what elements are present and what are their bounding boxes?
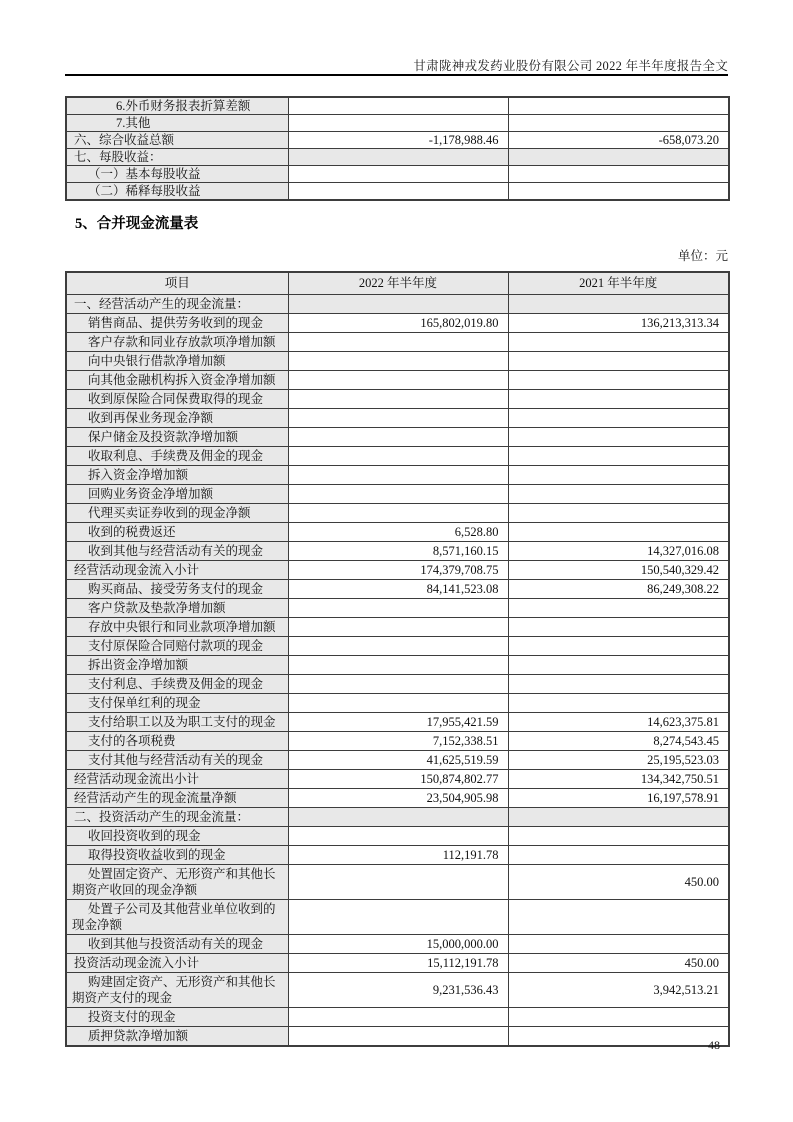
table-row xyxy=(66,295,729,314)
value-cell-2022 xyxy=(288,694,508,713)
value-cell-2021 xyxy=(508,485,729,504)
value-cell-2022: 84,141,523.08 xyxy=(288,580,508,599)
item-label-cell: 处置子公司及其他营业单位收到的现金净额 xyxy=(66,900,288,935)
header-rule xyxy=(65,74,728,76)
item-label-cell: 支付其他与经营活动有关的现金 xyxy=(66,751,288,770)
table-row xyxy=(66,900,729,935)
value-cell-2021: 86,249,308.22 xyxy=(508,580,729,599)
column-header-item: 项目 xyxy=(66,272,288,295)
value-cell-2021 xyxy=(508,599,729,618)
item-label-cell: 收到原保险合同保费取得的现金 xyxy=(66,390,288,409)
value-cell-2021: -658,073.20 xyxy=(508,132,729,149)
item-label-cell: 向中央银行借款净增加额 xyxy=(66,352,288,371)
value-cell-2022: 15,000,000.00 xyxy=(288,935,508,954)
value-cell-2022 xyxy=(288,618,508,637)
table-row xyxy=(66,973,729,1008)
value-cell-2021: 134,342,750.51 xyxy=(508,770,729,789)
table-row xyxy=(66,1008,729,1027)
item-label-cell: 向其他金融机构拆入资金净增加额 xyxy=(66,371,288,390)
table-row xyxy=(66,827,729,846)
table-row xyxy=(66,390,729,409)
table-header-row xyxy=(66,272,729,295)
item-label-cell: 收取利息、手续费及佣金的现金 xyxy=(66,447,288,466)
item-label-cell: 回购业务资金净增加额 xyxy=(66,485,288,504)
value-cell-2021: 16,197,578.91 xyxy=(508,789,729,808)
table-row xyxy=(66,618,729,637)
value-cell-2021 xyxy=(508,371,729,390)
item-label-cell: 代理买卖证券收到的现金净额 xyxy=(66,504,288,523)
value-cell-2021: 14,623,375.81 xyxy=(508,713,729,732)
value-cell-2021 xyxy=(508,618,729,637)
table-row xyxy=(66,409,729,428)
table-row xyxy=(66,504,729,523)
value-cell-2022 xyxy=(288,1008,508,1027)
item-label-cell: 投资支付的现金 xyxy=(66,1008,288,1027)
value-cell-2022 xyxy=(288,352,508,371)
item-label-cell: 拆入资金净增加额 xyxy=(66,466,288,485)
value-cell-2021 xyxy=(508,149,729,166)
value-cell-2021: 14,327,016.08 xyxy=(508,542,729,561)
item-label-cell: 购建固定资产、无形资产和其他长期资产支付的现金 xyxy=(66,973,288,1008)
table-row xyxy=(66,954,729,973)
value-cell-2021 xyxy=(508,827,729,846)
item-label-cell: 六、综合收益总额 xyxy=(66,132,288,149)
value-cell-2022: 165,802,019.80 xyxy=(288,314,508,333)
value-cell-2022 xyxy=(288,97,508,115)
value-cell-2021 xyxy=(508,183,729,201)
value-cell-2021 xyxy=(508,333,729,352)
value-cell-2022 xyxy=(288,166,508,183)
value-cell-2022 xyxy=(288,637,508,656)
value-cell-2021 xyxy=(508,637,729,656)
value-cell-2022: 7,152,338.51 xyxy=(288,732,508,751)
item-label-cell: 收到再保业务现金净额 xyxy=(66,409,288,428)
table-row xyxy=(66,846,729,865)
table-row xyxy=(66,523,729,542)
value-cell-2022: 23,504,905.98 xyxy=(288,789,508,808)
value-cell-2021 xyxy=(508,97,729,115)
item-label-cell: 销售商品、提供劳务收到的现金 xyxy=(66,314,288,333)
item-label-cell: 支付保单红利的现金 xyxy=(66,694,288,713)
table-row xyxy=(66,132,729,149)
value-cell-2022 xyxy=(288,865,508,900)
item-label-cell: 一、经营活动产生的现金流量： xyxy=(66,295,288,314)
value-cell-2021: 8,274,543.45 xyxy=(508,732,729,751)
table-row xyxy=(66,580,729,599)
value-cell-2021 xyxy=(508,900,729,935)
item-label-cell: 支付原保险合同赔付款项的现金 xyxy=(66,637,288,656)
table-row xyxy=(66,115,729,132)
page-number: 48 xyxy=(708,1038,720,1052)
table-row xyxy=(66,770,729,789)
value-cell-2022 xyxy=(288,295,508,314)
table-row xyxy=(66,485,729,504)
value-cell-2022: 9,231,536.43 xyxy=(288,973,508,1008)
table-row xyxy=(66,183,729,201)
item-label-cell: 处置固定资产、无形资产和其他长期资产收回的现金净额 xyxy=(66,865,288,900)
value-cell-2022 xyxy=(288,115,508,132)
value-cell-2022: 8,571,160.15 xyxy=(288,542,508,561)
value-cell-2022 xyxy=(288,675,508,694)
table-row xyxy=(66,808,729,827)
value-cell-2022: 112,191.78 xyxy=(288,846,508,865)
value-cell-2021 xyxy=(508,846,729,865)
table-row xyxy=(66,865,729,900)
item-label-cell: （二）稀释每股收益 xyxy=(66,183,288,201)
value-cell-2021 xyxy=(508,409,729,428)
value-cell-2022: -1,178,988.46 xyxy=(288,132,508,149)
table-row xyxy=(66,314,729,333)
table-row xyxy=(66,599,729,618)
item-label-cell: 经营活动现金流出小计 xyxy=(66,770,288,789)
value-cell-2021 xyxy=(508,166,729,183)
value-cell-2022: 174,379,708.75 xyxy=(288,561,508,580)
value-cell-2021 xyxy=(508,295,729,314)
item-label-cell: 保户储金及投资款净增加额 xyxy=(66,428,288,447)
table-row xyxy=(66,542,729,561)
item-label-cell: （一）基本每股收益 xyxy=(66,166,288,183)
main-table-body xyxy=(66,295,729,1047)
value-cell-2021 xyxy=(508,675,729,694)
table-row xyxy=(66,656,729,675)
table-row xyxy=(66,935,729,954)
item-label-cell: 投资活动现金流入小计 xyxy=(66,954,288,973)
value-cell-2022: 6,528.80 xyxy=(288,523,508,542)
value-cell-2021: 150,540,329.42 xyxy=(508,561,729,580)
item-label-cell: 客户贷款及垫款净增加额 xyxy=(66,599,288,618)
table-row xyxy=(66,149,729,166)
table-row xyxy=(66,713,729,732)
value-cell-2021: 3,942,513.21 xyxy=(508,973,729,1008)
value-cell-2022: 150,874,802.77 xyxy=(288,770,508,789)
value-cell-2022 xyxy=(288,808,508,827)
value-cell-2021 xyxy=(508,523,729,542)
item-label-cell: 收到的税费返还 xyxy=(66,523,288,542)
value-cell-2022 xyxy=(288,504,508,523)
table-row xyxy=(66,371,729,390)
value-cell-2022 xyxy=(288,466,508,485)
item-label-cell: 二、投资活动产生的现金流量： xyxy=(66,808,288,827)
value-cell-2021 xyxy=(508,694,729,713)
column-header-2021-halfyear: 2021 年半年度 xyxy=(508,272,729,295)
item-label-cell: 收到其他与经营活动有关的现金 xyxy=(66,542,288,561)
value-cell-2022 xyxy=(288,409,508,428)
value-cell-2022 xyxy=(288,183,508,201)
value-cell-2022: 41,625,519.59 xyxy=(288,751,508,770)
table-row xyxy=(66,333,729,352)
item-label-cell: 客户存款和同业存放款项净增加额 xyxy=(66,333,288,352)
item-label-cell: 收回投资收到的现金 xyxy=(66,827,288,846)
value-cell-2021 xyxy=(508,808,729,827)
value-cell-2021 xyxy=(508,935,729,954)
value-cell-2021 xyxy=(508,447,729,466)
value-cell-2021 xyxy=(508,504,729,523)
item-label-cell: 拆出资金净增加额 xyxy=(66,656,288,675)
unit-label: 单位：元 xyxy=(677,249,728,263)
table-row xyxy=(66,561,729,580)
item-label-cell: 取得投资收益收到的现金 xyxy=(66,846,288,865)
column-header-2022-halfyear: 2022 年半年度 xyxy=(288,272,508,295)
value-cell-2022: 17,955,421.59 xyxy=(288,713,508,732)
value-cell-2022 xyxy=(288,656,508,675)
value-cell-2021: 25,195,523.03 xyxy=(508,751,729,770)
table-row xyxy=(66,637,729,656)
value-cell-2021 xyxy=(508,656,729,675)
income-statement-continuation-table xyxy=(65,96,730,201)
item-label-cell: 支付利息、手续费及佣金的现金 xyxy=(66,675,288,694)
item-label-cell: 购买商品、接受劳务支付的现金 xyxy=(66,580,288,599)
item-label-cell: 质押贷款净增加额 xyxy=(66,1027,288,1047)
value-cell-2021 xyxy=(508,352,729,371)
item-label-cell: 支付给职工以及为职工支付的现金 xyxy=(66,713,288,732)
value-cell-2021 xyxy=(508,390,729,409)
item-label-cell: 支付的各项税费 xyxy=(66,732,288,751)
item-label-cell: 6.外币财务报表折算差额 xyxy=(66,97,288,115)
value-cell-2022: 15,112,191.78 xyxy=(288,954,508,973)
item-label-cell: 七、每股收益： xyxy=(66,149,288,166)
section-title: 5、合并现金流量表 xyxy=(75,216,199,232)
value-cell-2022 xyxy=(288,390,508,409)
value-cell-2021 xyxy=(508,115,729,132)
value-cell-2022 xyxy=(288,900,508,935)
table-row xyxy=(66,166,729,183)
item-label-cell: 7.其他 xyxy=(66,115,288,132)
table-row xyxy=(66,447,729,466)
value-cell-2021 xyxy=(508,1008,729,1027)
table-row xyxy=(66,466,729,485)
item-label-cell: 收到其他与投资活动有关的现金 xyxy=(66,935,288,954)
value-cell-2021: 136,213,313.34 xyxy=(508,314,729,333)
table-row xyxy=(66,675,729,694)
item-label-cell: 经营活动现金流入小计 xyxy=(66,561,288,580)
table-row xyxy=(66,789,729,808)
value-cell-2022 xyxy=(288,827,508,846)
value-cell-2021: 450.00 xyxy=(508,954,729,973)
item-label-cell: 经营活动产生的现金流量净额 xyxy=(66,789,288,808)
value-cell-2022 xyxy=(288,599,508,618)
value-cell-2021 xyxy=(508,466,729,485)
value-cell-2022 xyxy=(288,371,508,390)
value-cell-2022 xyxy=(288,149,508,166)
table-row xyxy=(66,694,729,713)
table-row xyxy=(66,97,729,115)
table-row xyxy=(66,732,729,751)
value-cell-2021: 450.00 xyxy=(508,865,729,900)
table-row xyxy=(66,428,729,447)
value-cell-2022 xyxy=(288,447,508,466)
page-header-title: 甘肃陇神戎发药业股份有限公司 2022 年半年度报告全文 xyxy=(413,59,728,73)
table-row xyxy=(66,751,729,770)
item-label-cell: 存放中央银行和同业款项净增加额 xyxy=(66,618,288,637)
table-row xyxy=(66,352,729,371)
value-cell-2021 xyxy=(508,428,729,447)
value-cell-2022 xyxy=(288,485,508,504)
cash-flow-statement-table xyxy=(65,271,730,1047)
value-cell-2022 xyxy=(288,333,508,352)
top-table-body xyxy=(66,97,729,200)
value-cell-2022 xyxy=(288,428,508,447)
